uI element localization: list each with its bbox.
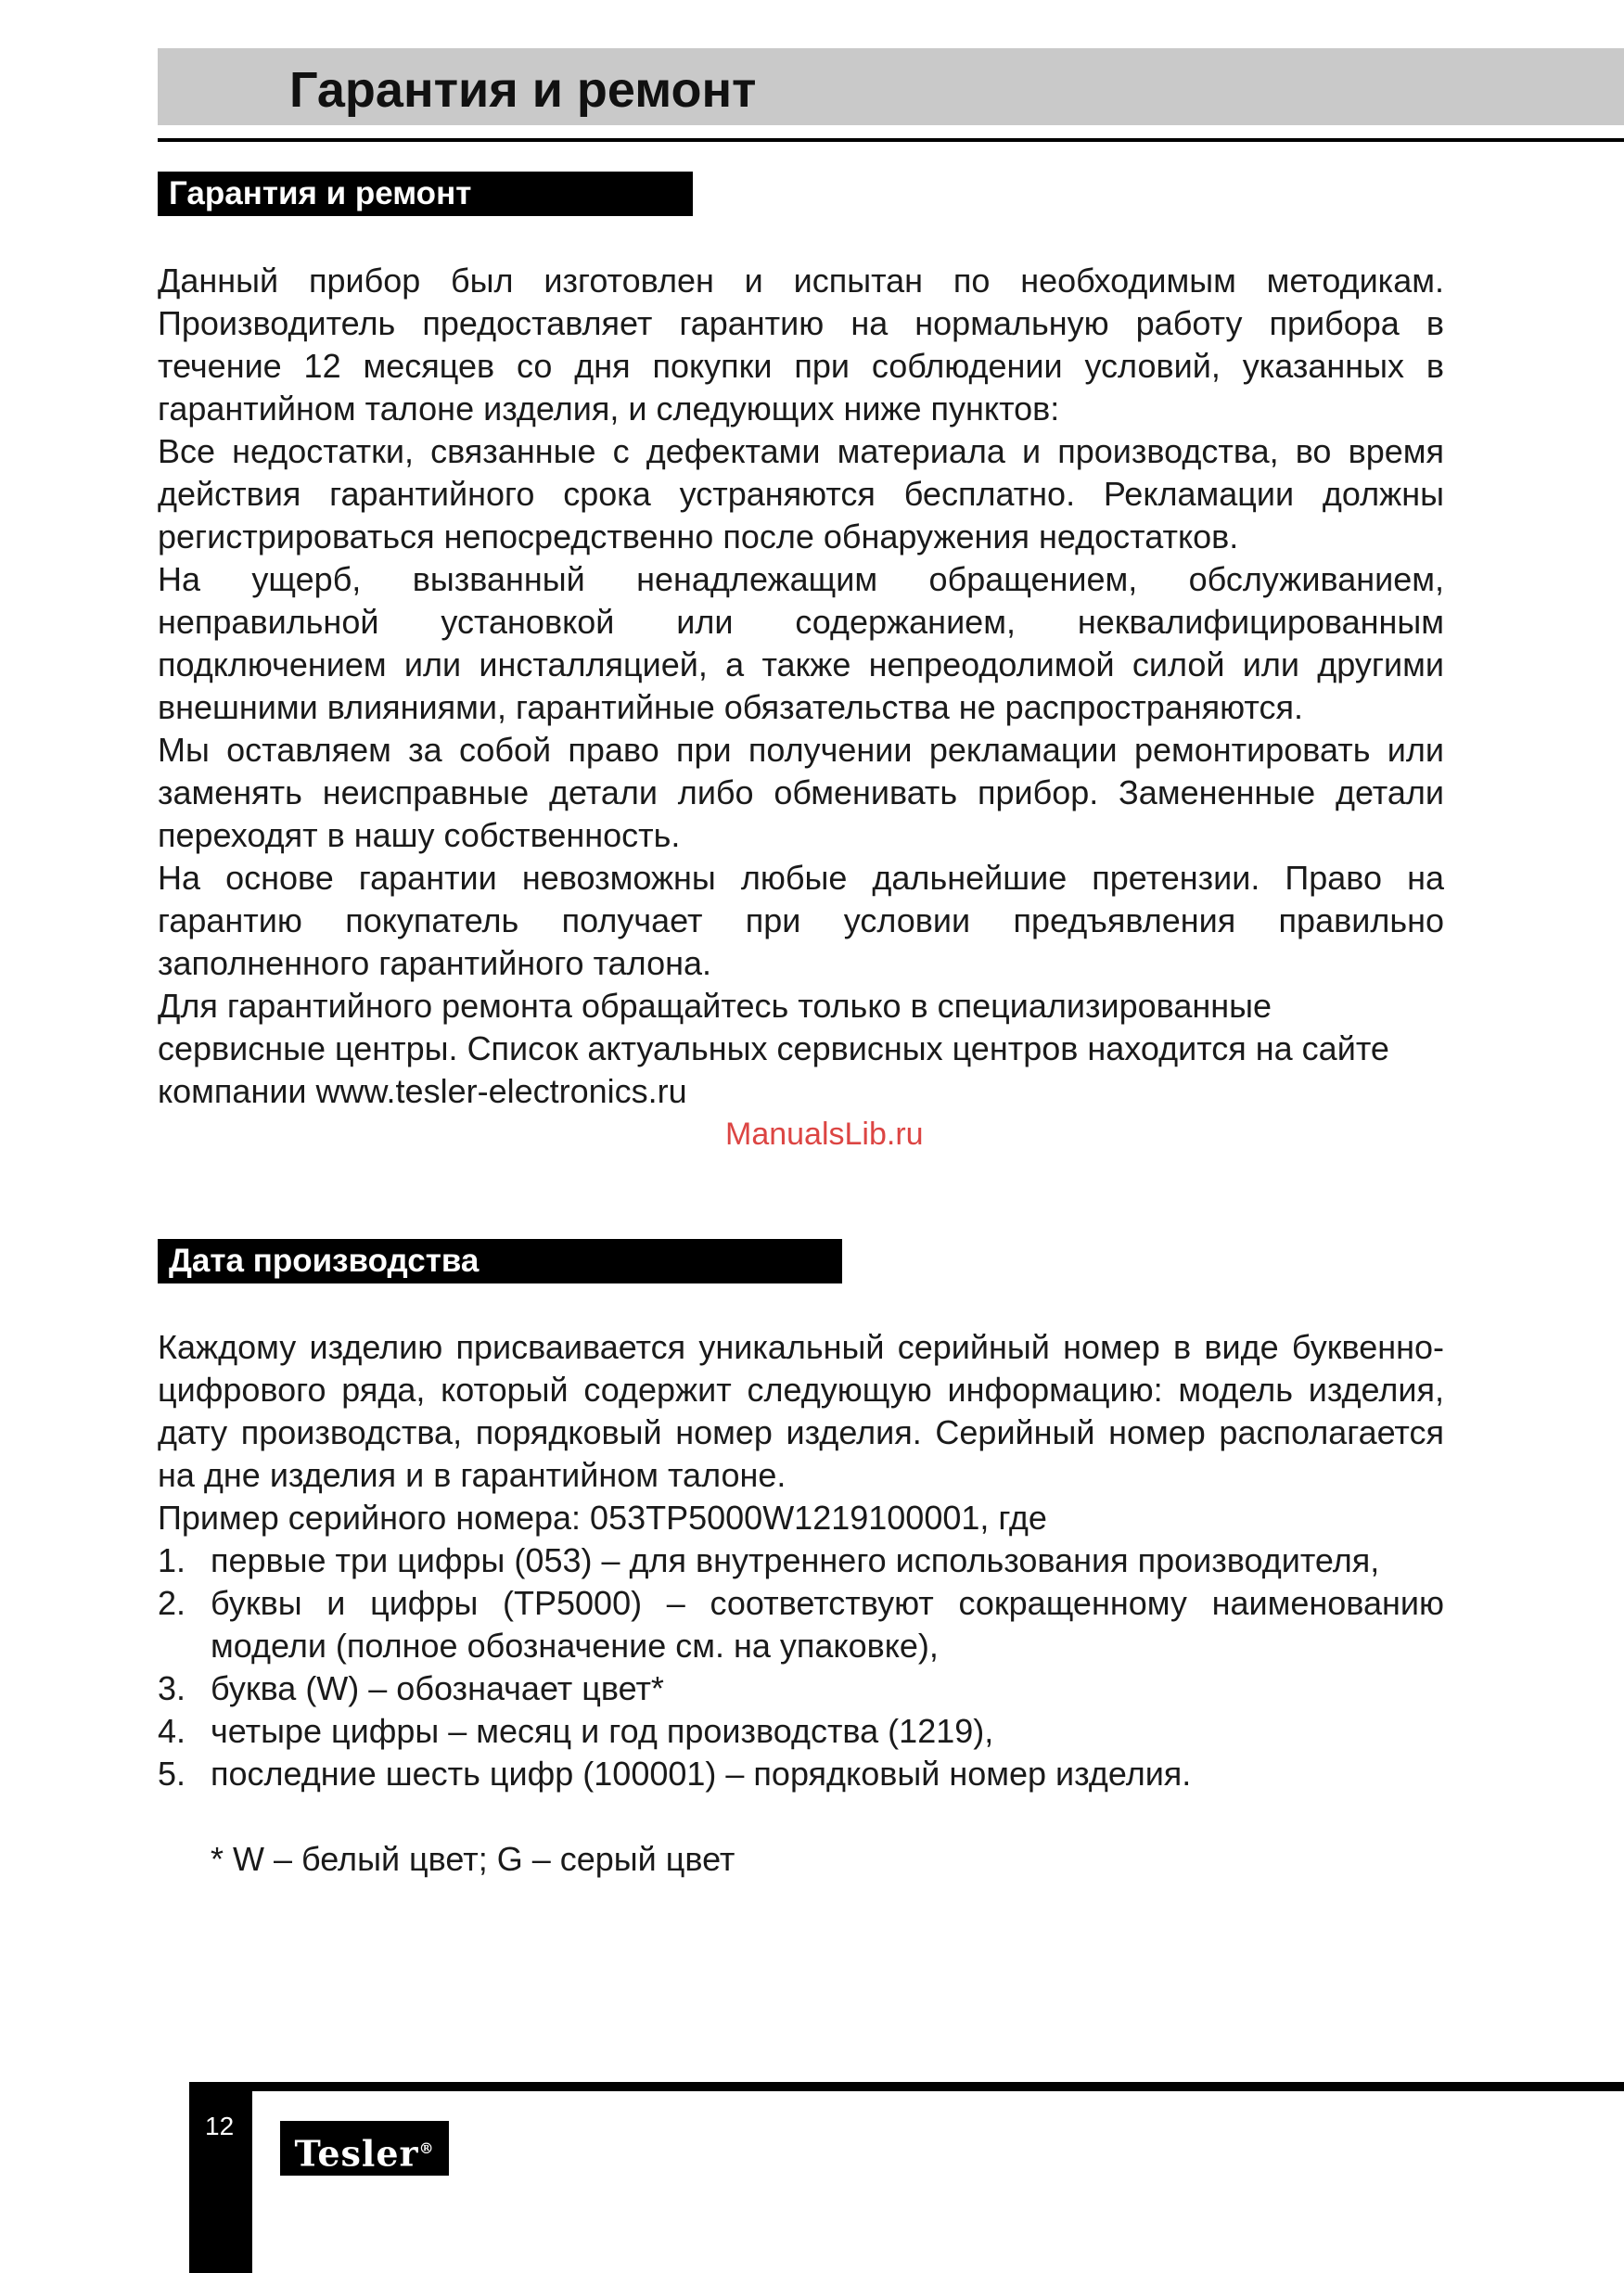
section-heading-production-date: Дата производства: [158, 1239, 842, 1283]
list-item-text: последние шесть цифр (100001) – порядковый номер изделия.: [211, 1755, 1192, 1793]
color-note: * W – белый цвет; G – серый цвет: [211, 1840, 735, 1878]
header-divider: [158, 138, 1624, 142]
list-number: 5.: [158, 1755, 186, 1793]
list-number: 3.: [158, 1669, 186, 1707]
warranty-paragraph: На основе гарантии невозможны любые дальнейшие претензии. Право на гарантию покупатель получает при условии предъявления правильно заполненного гарантийного талона.: [158, 859, 1444, 982]
serial-breakdown-list: [158, 1539, 1444, 1795]
warranty-paragraph: Данный прибор был изготовлен и испытан по необходимым методикам. Производитель предоставляет гарантию на нормальную работу прибора в течение 12 месяцев со дня покупки при соблюдении условий, указанных в гарантийном талоне изделия, и следующих ниже пунктов:: [158, 262, 1444, 428]
list-number: 1.: [158, 1541, 186, 1579]
page-number: 12: [205, 2112, 235, 2140]
warranty-paragraph: Мы оставляем за собой право при получении рекламации ремонтировать или заменять неисправные детали либо обменивать прибор. Замененные детали переходят в нашу собственность.: [158, 731, 1444, 854]
warranty-text: [158, 260, 1444, 1113]
list-item: [158, 1582, 1444, 1667]
section-heading-warranty: Гарантия и ремонт: [158, 172, 693, 216]
logo-text: Tesler: [294, 2132, 419, 2175]
warranty-paragraph: На ущерб, вызванный ненадлежащим обращением, обслуживанием, неправильной установкой или содержанием, неквалифицированным подключением или инсталляцией, а также непреодолимой силой или другими внешними влияниями, гарантийные обязательства не распространяются.: [158, 560, 1444, 726]
watermark: ManualsLib.ru: [725, 1117, 924, 1152]
footer-divider: [189, 2082, 1624, 2091]
list-item-text: буквы и цифры (TP5000) – соответствуют сокращенному наименованию модели (полное обозначение см. на упаковке),: [211, 1584, 1444, 1665]
serial-example: Пример серийного номера: 053TP5000W1219100001, где: [158, 1499, 1047, 1537]
page-title: Гарантия и ремонт: [289, 62, 757, 118]
list-item-text: буква (W) – обозначает цвет*: [211, 1669, 664, 1707]
list-item: [158, 1710, 1444, 1753]
logo-registered-mark: ®: [418, 2139, 435, 2157]
tesler-logo: [280, 2121, 449, 2176]
list-item-text: четыре цифры – месяц и год производства (1219),: [211, 1712, 994, 1750]
list-item: [158, 1753, 1444, 1795]
production-date-intro: Каждому изделию присваивается уникальный серийный номер в виде буквенно-цифрового ряда, который содержит следующую информацию: модель изделия, дату производства, порядковый номер изделия. Серийный номер располагается на дне изделия и в гарантийном талоне.: [158, 1328, 1444, 1494]
production-date-text: [158, 1326, 1444, 1539]
warranty-paragraph: Для гарантийного ремонта обращайтесь только в специализированные сервисные центры. Список актуальных сервисных центров находится на сайте компании www.tesler-electronics.ru: [158, 987, 1389, 1110]
list-item-text: первые три цифры (053) – для внутреннего использования производителя,: [211, 1541, 1380, 1579]
list-item: [158, 1667, 1444, 1710]
list-number: 2.: [158, 1584, 186, 1622]
list-item: [158, 1539, 1444, 1582]
warranty-paragraph: Все недостатки, связанные с дефектами материала и производства, во время действия гарантийного срока устраняются бесплатно. Рекламации должны регистрироваться непосредственно после обнаружения недостатков.: [158, 432, 1444, 555]
list-number: 4.: [158, 1712, 186, 1750]
